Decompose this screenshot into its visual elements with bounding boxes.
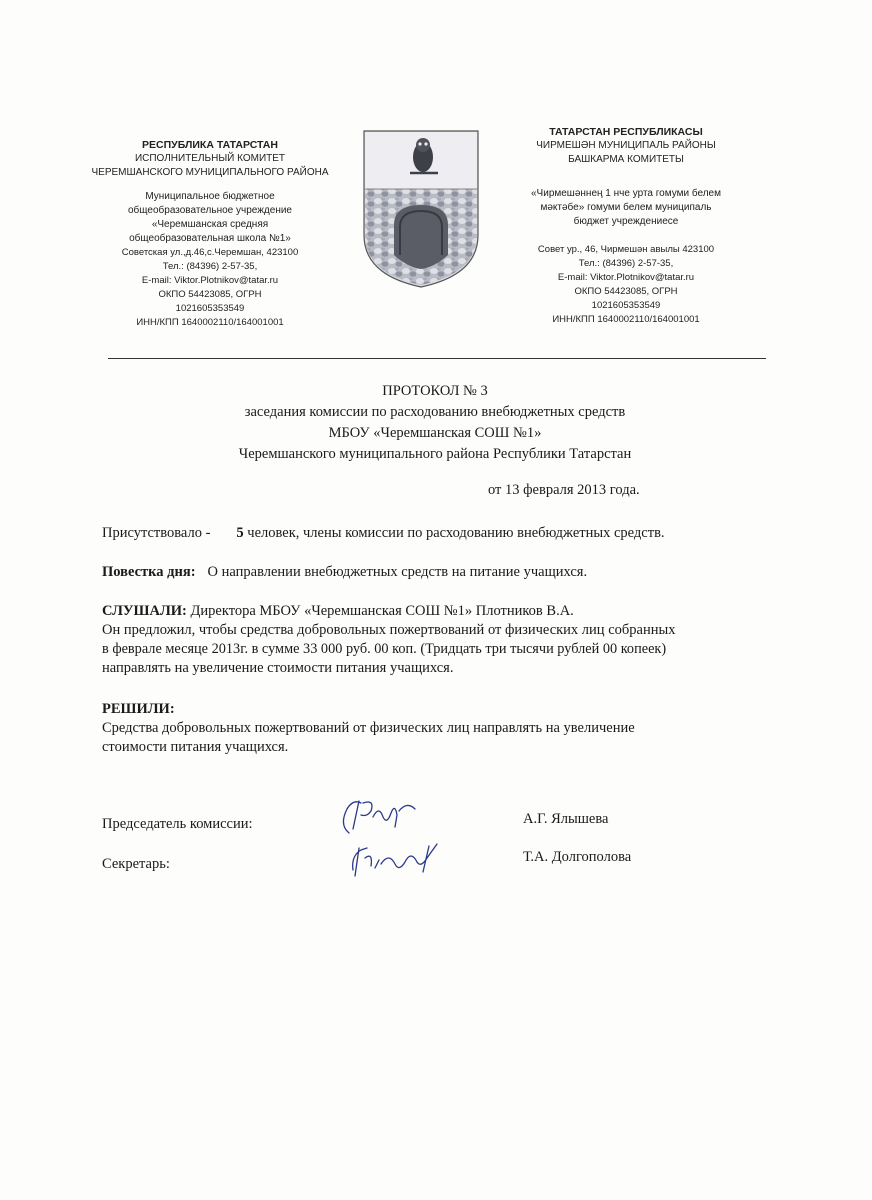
header-left-okpo: ОКПО 54423085, ОГРН [158,289,262,300]
attendance-line [102,524,665,543]
heard-label: СЛУШАЛИ: [102,603,187,619]
header-right [495,125,757,327]
attendance-label: Присутствовало - [102,525,211,541]
header-left-district: ЧЕРЕМШАНСКОГО МУНИЦИПАЛЬНОГО РАЙОНА [91,167,329,178]
decided-text-line: стоимости питания учащихся. [102,739,289,755]
heard-line [102,602,574,621]
header-right-phone: Тел.: (84396) 2-57-35, [578,258,674,269]
header-right-okpo: ОКПО 54423085, ОГРН [574,286,678,297]
decided-text-line: Средства добровольных пожертвований от физических лиц направлять на увеличение [102,720,635,736]
heard-text-line: Он предложил, чтобы средства добровольных пожертвований от физических лиц собранных [102,622,676,638]
secretary-label: Секретарь: [102,856,170,872]
attendance-text: человек, члены комиссии по расходованию внебюджетных средств. [243,525,665,541]
header-right-org-line: бюджет учреждениесе [573,216,679,227]
decided-label: РЕШИЛИ: [102,701,175,717]
header-left-committee: ИСПОЛНИТЕЛЬНЫЙ КОМИТЕТ [134,153,286,164]
header-left-org-line: Муниципальное бюджетное [145,191,275,202]
header-right-ogrn: 1021605353549 [591,300,661,311]
coat-of-arms-emblem [360,127,482,289]
protocol-title: ПРОТОКОЛ № 3 [382,383,488,399]
header-left-address: Советская ул.,д.46,с.Черемшан, 423100 [121,247,299,258]
secretary-name: Т.А. Долгополова [523,849,632,865]
protocol-district: Черемшанского муниципального района Республики Татарстан [238,446,632,462]
header-right-org-line: «Чирмешәннең 1 нче урта гомуми белем [531,188,721,199]
header-right-inn: ИНН/КПП 1640002110/164001001 [552,314,700,325]
chair-name: А.Г. Ялышева [523,811,609,827]
heard-text-line: в феврале месяце 2013г. в сумме 33 000 руб. 00 коп. (Тридцать три тысячи рублей 00 копеек) [102,641,667,657]
header-right-address: Совет ур., 46, Чирмешән авылы 423100 [537,244,715,255]
header-left-org-line: общеобразовательная школа №1» [129,233,291,244]
header-right-org-line: мәктәбе» гомуми белем муниципаль [540,202,712,213]
heard-text-line: направлять на увеличение стоимости питания учащихся. [102,660,454,676]
agenda-line [102,563,587,582]
header-left-republic: РЕСПУБЛИКА ТАТАРСТАН [142,139,278,151]
secretary-signature [345,838,445,883]
header-left-email: E-mail: Viktor.Plotnikov@tatar.ru [141,275,279,286]
header-right-committee: БАШКАРМА КОМИТЕТЫ [568,154,684,165]
protocol-school: МБОУ «Черемшанская СОШ №1» [328,425,542,441]
protocol-subtitle: заседания комиссии по расходованию внебюджетных средств [244,404,626,420]
header-divider [108,358,766,359]
agenda-text: О направлении внебюджетных средств на питание учащихся. [207,564,588,580]
agenda-label: Повестка дня: [102,564,196,580]
header-left [60,138,360,330]
header-left-org-line: «Черемшанская средняя [151,219,269,230]
header-left-inn: ИНН/КПП 1640002110/164001001 [136,317,284,328]
chair-signature [335,795,425,840]
header-right-republic: ТАТАРСТАН РЕСПУБЛИКАСЫ [549,126,703,138]
heard-speaker: Директора МБОУ «Черемшанская СОШ №1» Плотников В.А. [186,603,574,619]
header-right-email: E-mail: Viktor.Plotnikov@tatar.ru [557,272,695,283]
header-left-org-line: общеобразовательное учреждение [128,205,292,216]
header-right-district: ЧИРМЕШӘН МУНИЦИПАЛЬ РАЙОНЫ [536,140,716,151]
attendance-count: 5 [236,525,244,541]
chair-label: Председатель комиссии: [102,816,253,832]
header-left-ogrn: 1021605353549 [175,303,245,314]
header-left-phone: Тел.: (84396) 2-57-35, [162,261,258,272]
protocol-date: от 13 февраля 2013 года. [488,482,640,498]
